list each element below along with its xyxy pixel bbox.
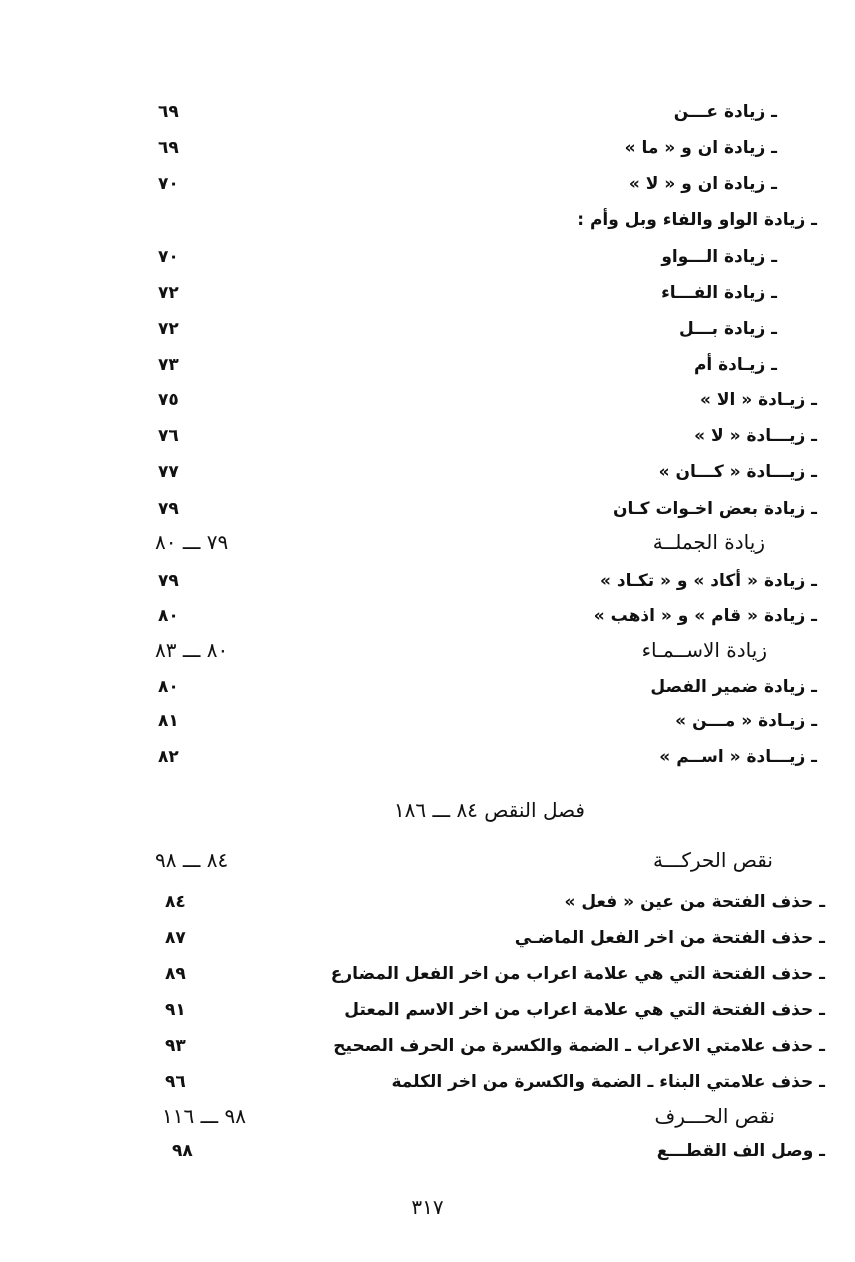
- toc-entry-page: ٧٩: [158, 499, 179, 519]
- toc-row: [0, 278, 855, 308]
- toc-entry-text: ـ حذف علامتي البناء ـ الضمة والكسرة من اخر الكلمة: [391, 1072, 825, 1092]
- toc-row: [0, 457, 855, 487]
- toc-entry-text: ـ زيادة عـــن: [673, 102, 777, 122]
- toc-row: [0, 314, 855, 344]
- toc-entry-text: ـ زيادة بـــل: [679, 319, 777, 339]
- toc-entry-text: ـ زيـــادة « كـــان »: [658, 462, 817, 482]
- toc-entry-text: ـ زيـــادة « اســم »: [659, 747, 817, 767]
- toc-entry-page: ٧٧: [158, 462, 179, 482]
- toc-entry-page: ٧٦: [158, 426, 179, 446]
- toc-section-heading: [0, 845, 855, 875]
- toc-entry-text: ـ زيادة بعض اخـوات كـان: [612, 499, 817, 519]
- toc-entry-page: ٧٢: [158, 283, 179, 303]
- toc-row: [0, 242, 855, 272]
- toc-entry-page: ٧٢: [158, 319, 179, 339]
- section-page-range: ٨٠ ـــ ٨٣: [155, 638, 229, 662]
- toc-entry-page: ٦٩: [158, 138, 179, 158]
- toc-entry-page: ٩٦: [165, 1072, 186, 1092]
- toc-entry-page: ٨٠: [158, 606, 179, 626]
- toc-entry-page: ٨١: [158, 711, 179, 731]
- toc-row: [0, 1031, 855, 1061]
- toc-row: [0, 133, 855, 163]
- toc-entry-text: ـ زيادة « قام » و « اذهب »: [593, 606, 817, 626]
- toc-entry-text: ـ زيادة ان و « لا »: [628, 174, 777, 194]
- toc-row: [0, 995, 855, 1025]
- toc-entry-text: ـ زيادة ضمير الفصل: [650, 677, 817, 697]
- toc-entry-text: ـ زيـادة « مـــن »: [675, 711, 817, 731]
- toc-entry-page: ٧٣: [158, 355, 179, 375]
- toc-row: [0, 205, 855, 235]
- toc-section-heading: [0, 527, 855, 557]
- toc-row: [0, 169, 855, 199]
- toc-entry-text: ـ زيادة « أكاد » و « تكـاد »: [600, 571, 817, 591]
- toc-row: [0, 887, 855, 917]
- section-page-range: ٩٨ ـــ ١١٦: [162, 1104, 247, 1128]
- toc-entry-text: ـ وصل الف القطـــع: [656, 1141, 825, 1161]
- toc-row: [0, 566, 855, 596]
- toc-entry-page: ٦٩: [158, 102, 179, 122]
- toc-entry-page: ٩٨: [172, 1141, 193, 1161]
- toc-row: [0, 385, 855, 415]
- toc-entry-text: ـ زيـادة « الا »: [699, 390, 817, 410]
- toc-entry-page: ٨٤: [165, 892, 186, 912]
- toc-section-heading: [0, 1101, 855, 1131]
- toc-entry-text: ـ حذف الفتحة التي هي علامة اعراب من اخر الاسم المعتل: [344, 1000, 825, 1020]
- section-heading-text: نقص الحـــرف: [654, 1104, 775, 1128]
- toc-entry-text: ـ حذف الفتحة من اخر الفعل الماضـي: [514, 928, 825, 948]
- toc-row: [0, 350, 855, 380]
- toc-row: [0, 494, 855, 524]
- toc-entry-text: ـ حذف الفتحة التي هي علامة اعراب من اخر الفعل المضارع: [330, 964, 825, 984]
- toc-entry-text: ـ زيادة ان و « ما »: [624, 138, 777, 158]
- section-page-range: ٨٤ ـــ ٩٨: [155, 848, 229, 872]
- toc-entry-text: ـ حذف الفتحة من عين « فعل »: [564, 892, 825, 912]
- toc-row: [0, 97, 855, 127]
- toc-row: [0, 672, 855, 702]
- toc-entry-page: ٧٥: [158, 390, 179, 410]
- toc-entry-page: ٧٠: [158, 247, 179, 267]
- toc-entry-text: ـ زيادة الفـــاء: [661, 283, 777, 303]
- toc-entry-page: ٩٣: [165, 1036, 186, 1056]
- toc-row: [0, 923, 855, 953]
- toc-entry-text: ـ حذف علامتي الاعراب ـ الضمة والكسرة من الحرف الصحيح: [333, 1036, 825, 1056]
- section-page-range: ٧٩ ـــ ٨٠: [155, 530, 229, 554]
- toc-entry-page: ٨٩: [165, 964, 186, 984]
- chapter-title: فصل النقص ٨٤ ـــ ١٨٦: [393, 798, 585, 822]
- toc-entry-page: ٨٧: [165, 928, 186, 948]
- toc-row: [0, 1067, 855, 1097]
- toc-row: [0, 1136, 855, 1166]
- toc-entry-text: ـ زيادة الواو والفاء وبل وأم :: [577, 210, 817, 230]
- toc-entry-text: ـ زيادة الـــواو: [661, 247, 777, 267]
- section-heading-text: زيادة الاســمـاء: [641, 638, 767, 662]
- toc-row: [0, 706, 855, 736]
- toc-entry-text: ـ زيـــادة « لا »: [694, 426, 817, 446]
- toc-section-heading: [0, 635, 855, 665]
- section-heading-text: زيادة الجملــة: [652, 530, 765, 554]
- toc-entry-page: ٨٠: [158, 677, 179, 697]
- toc-row: [0, 742, 855, 772]
- toc-entry-page: ٧٠: [158, 174, 179, 194]
- toc-row: [0, 601, 855, 631]
- toc-row: [0, 959, 855, 989]
- toc-entry-page: ٨٢: [158, 747, 179, 767]
- page-number: ٣١٧: [411, 1195, 444, 1219]
- toc-entry-page: ٧٩: [158, 571, 179, 591]
- toc-entry-page: ٩١: [165, 1000, 186, 1020]
- section-heading-text: نقص الحركـــة: [653, 848, 773, 872]
- toc-row: [0, 421, 855, 451]
- toc-entry-text: ـ زيـادة أم: [693, 355, 777, 375]
